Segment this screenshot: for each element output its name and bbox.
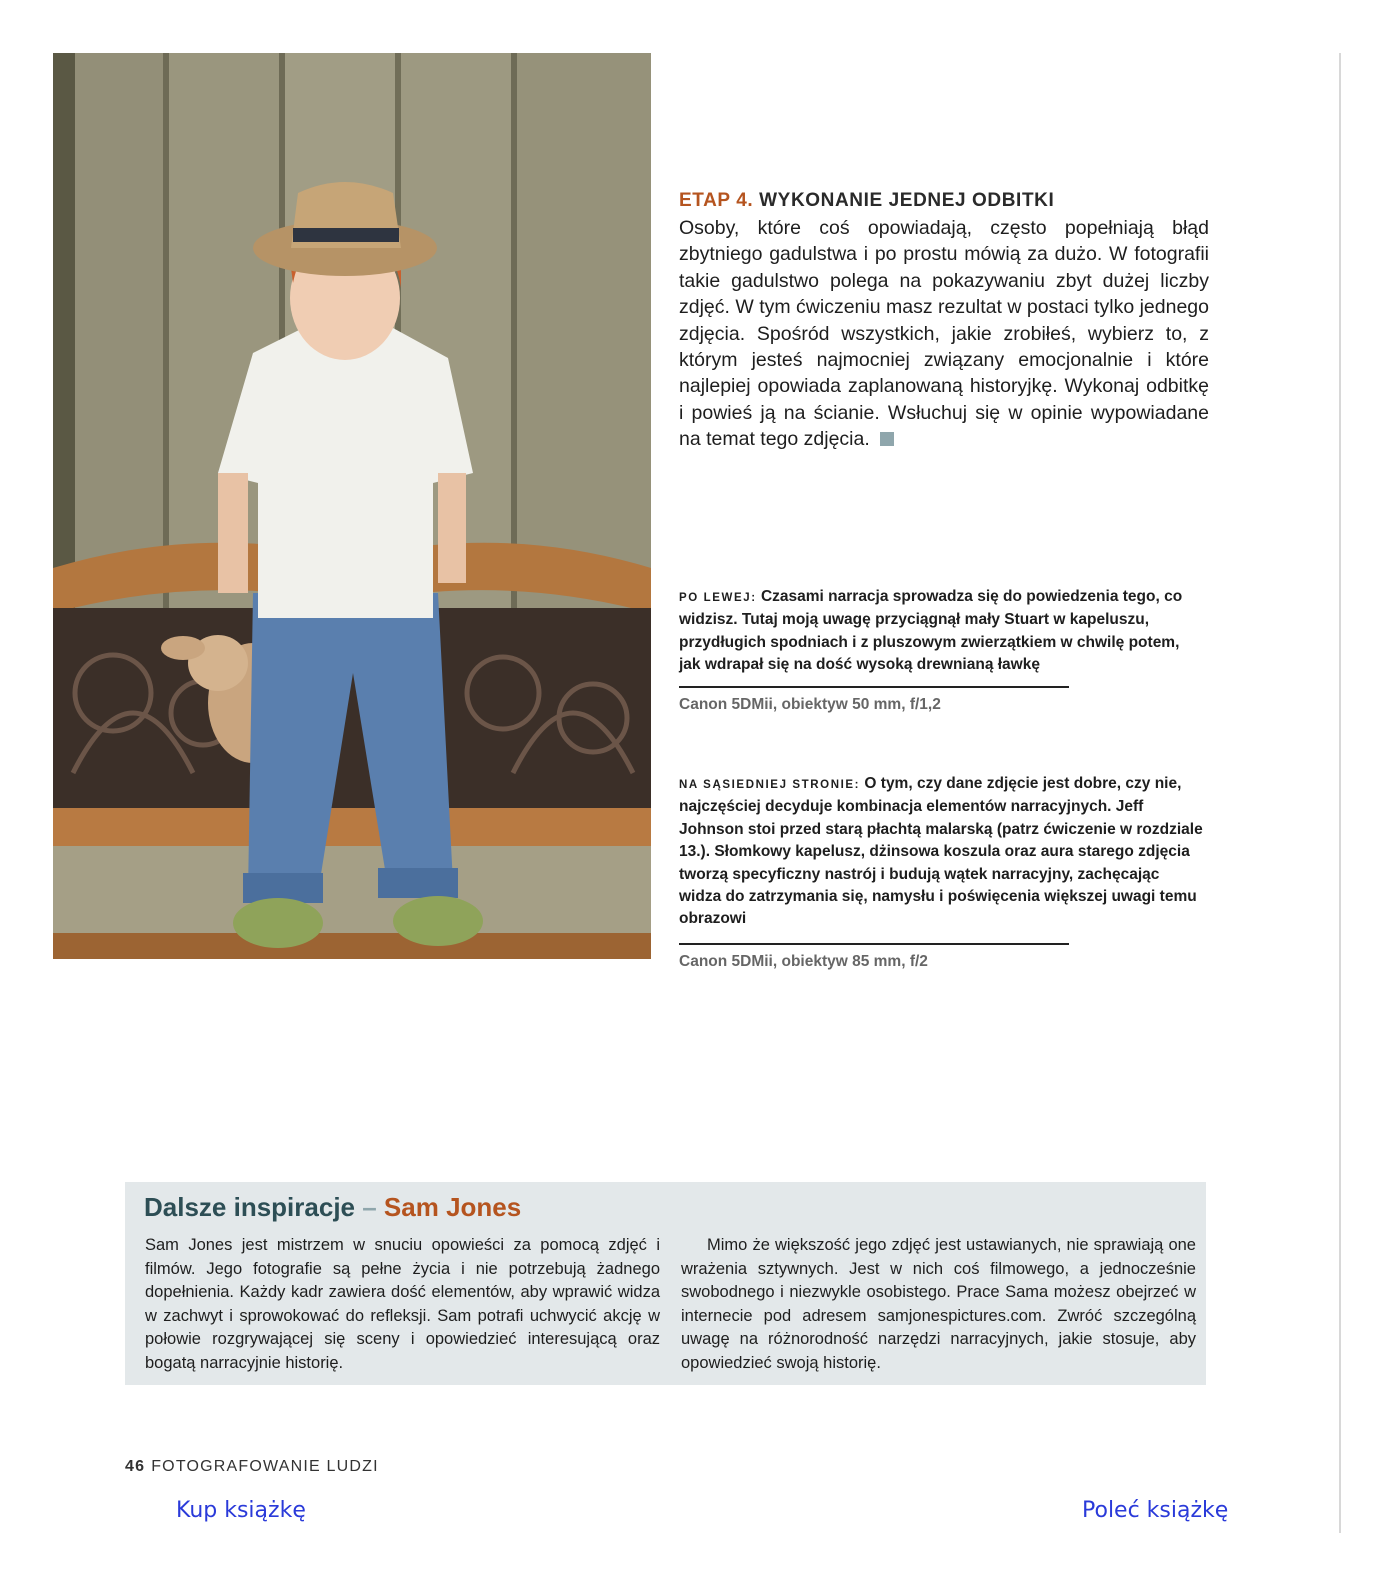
inspiration-title-main: Dalsze inspiracje bbox=[144, 1192, 355, 1222]
exercise-step bbox=[679, 190, 1209, 453]
inspiration-column-2: Mimo że większość jego zdjęć jest ustawianych, nie sprawiają one wrażenia sztywnych. Jest w nich coś filmowego, a jednocześnie swobodnego i niezwykle osobistego. Prace Sama możesz obejrzeć w internecie pod adresem samjonespictures.com. Zwróć szczególną uwagę na różnorodność narzędzi narracyjnych, jakie stosuje, aby opowiedzieć swoją historię. bbox=[681, 1236, 1196, 1372]
inspiration-title-name: Sam Jones bbox=[383, 1192, 522, 1222]
caption-camera-info: Canon 5DMii, obiektyw 50 mm, f/1,2 bbox=[679, 696, 941, 713]
exercise-heading bbox=[679, 190, 1209, 212]
recommend-book-link[interactable]: Poleć książkę bbox=[1082, 1498, 1229, 1523]
caption-divider bbox=[679, 943, 1069, 945]
caption-text: O tym, czy dane zdjęcie jest dobre, czy nie, najczęściej decyduje kombinacja elementów narracyjnych. Jeff Johnson stoi przed starą płachtą malarską (patrz ćwiczenie w rozdziale 13.). Słomkowy kapelusz, dżinsowa koszula oraz aura starego zdjęcia tworzą specyficzny nastrój i budują wątek narracyjny, zachęcając widza do zatrzymania się, namysłu i poświęcenia większej uwagi temu obrazowi bbox=[679, 775, 1203, 928]
photo-illustration bbox=[53, 53, 651, 959]
buy-book-link[interactable]: Kup książkę bbox=[176, 1498, 306, 1523]
inspiration-title bbox=[144, 1192, 521, 1223]
inspiration-column-1: Sam Jones jest mistrzem w snuciu opowieści za pomocą zdjęć i filmów. Jego fotografie są pełne życia i nie potrzebują żadnego dopełnienia. Każdy kadr zawiera dość elementów, aby wprawić widza w zachwyt i sprowokować do refleksji. Sam potrafi uchwycić akcję w połowie rozgrywającej się sceny i opowiedzieć interesującą oraz bogatą narracyjnie historię. bbox=[145, 1236, 660, 1372]
caption-label: PO LEWEJ: bbox=[679, 592, 757, 604]
caption-label: NA SĄSIEDNIEJ STRONIE: bbox=[679, 779, 861, 791]
end-square-icon bbox=[880, 432, 894, 446]
page-footer bbox=[125, 1458, 379, 1476]
exercise-step-title: WYKONANIE JEDNEJ ODBITKI bbox=[759, 190, 1055, 211]
caption-divider bbox=[679, 686, 1069, 688]
caption-facing-page bbox=[679, 773, 1204, 931]
caption-camera-info: Canon 5DMii, obiektyw 85 mm, f/2 bbox=[679, 953, 928, 970]
exercise-body-text: Osoby, które coś opowiadają, często popełniają błąd zbytniego gadulstwa i po prostu mówią za dużo. W fotografii takie gadulstwo polega na pokazywaniu zbyt dużej liczby zdjęć. W tym ćwiczeniu masz rezultat w postaci tylko jednego zdjęcia. Spośród wszystkich, jakie zrobiłeś, wybierz to, z którym jesteś najmocniej związany emocjonalnie i które najlepiej opowiada zaplanowaną historyjkę. Wykonaj odbitkę i powieś ją na ścianie. Wsłuchuj się w opinie wypowiadane na temat tego zdjęcia. bbox=[679, 217, 1209, 451]
inspiration-box bbox=[125, 1182, 1206, 1385]
exercise-body bbox=[679, 215, 1209, 453]
page-edge-rule bbox=[1339, 53, 1341, 1533]
photo-boy-on-bench bbox=[53, 53, 651, 959]
caption-text: Czasami narracja sprowadza się do powiedzenia tego, co widzisz. Tutaj moją uwagę przyciągnął mały Stuart w kapeluszu, przydługich spodniach i z pluszowym zwierzątkiem w chwilę potem, jak wdrapał się na dość wysoką drewnianą ławkę bbox=[679, 588, 1183, 674]
running-title: FOTOGRAFOWANIE LUDZI bbox=[151, 1458, 379, 1475]
caption-left-photo bbox=[679, 586, 1204, 677]
exercise-step-number: ETAP 4. bbox=[679, 190, 754, 211]
inspiration-title-dash: – bbox=[355, 1192, 384, 1222]
page-number: 46 bbox=[125, 1458, 146, 1475]
